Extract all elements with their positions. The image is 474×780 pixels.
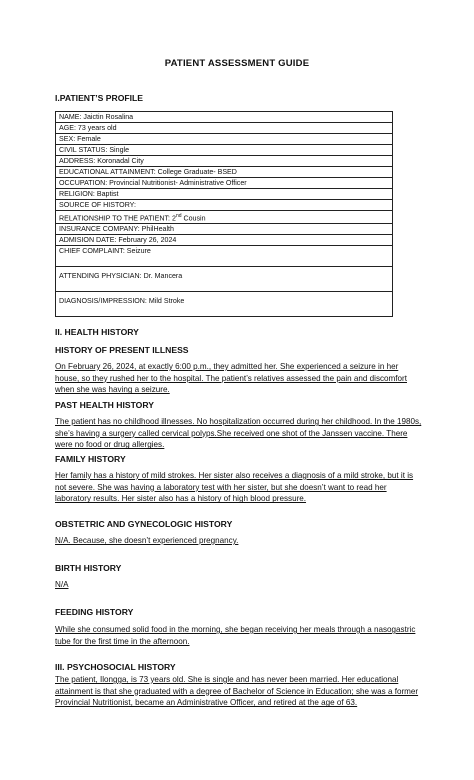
profile-row: [56, 211, 393, 224]
profile-admission-date: ADMISION DATE: February 26, 2024: [56, 235, 393, 246]
profile-source-of-history: SOURCE OF HISTORY:: [56, 200, 393, 211]
profile-row: [56, 292, 393, 317]
profile-row: [56, 167, 393, 178]
profile-row: [56, 178, 393, 189]
profile-row: [56, 123, 393, 134]
past-health-text: The patient has no childhood illnesses. No hospitalization occurred during her childhood. In the 1980s, she’s having a surgery called cervical polyps.She received one shot of the Janssen vaccine. There were no food or drug allergies.: [55, 417, 422, 450]
present-illness-text: On February 26, 2024, at exactly 6:00 p.m., they admitted her. She experienced a seizure in her house, so they rushed her to the hospital. The patient’s relatives assessed the pain and discomfort when she was having a seizure.: [55, 362, 407, 395]
patient-profile-heading: I.PATIENT’S PROFILE: [55, 93, 144, 103]
feeding-history-text: While she consumed solid food in the morning, she began receiving her meals through a nasogastric tube for the first time in the afternoon.: [55, 625, 416, 646]
profile-row: [56, 200, 393, 211]
profile-religion: RELIGION: Baptist: [56, 189, 393, 200]
profile-diagnosis: DIAGNOSIS/IMPRESSION: Mild Stroke: [56, 292, 393, 317]
profile-occupation: OCCUPATION: Provincial Nutritionist- Administrative Officer: [56, 178, 393, 189]
family-history-heading: FAMILY HISTORY: [55, 454, 126, 464]
profile-row: [56, 134, 393, 145]
psychosocial-history-text: The patient, Ilongga, is 73 years old. She is single and has never been married. Her educational attainment is that she graduated with a degree of Bachelor of Science in Education; she was a former Provincial Nutritionist, became an Administrative Officer, and retired at the age of 63.: [55, 675, 419, 708]
family-history-text: Her family has a history of mild strokes. Her sister also receives a diagnosis of a mild stroke, but it is not severe. She was having a laboratory test with her sister, but she doesn’t want to read her laboratory results. Her sister also has a history of high blood pressure.: [55, 471, 414, 504]
profile-relationship: RELATIONSHIP TO THE PATIENT: 2nd Cousin: [56, 211, 393, 224]
profile-row: [56, 112, 393, 123]
birth-history-heading: BIRTH HISTORY: [55, 563, 122, 573]
ordinal-suffix: nd: [175, 213, 182, 219]
profile-row: [56, 267, 393, 292]
profile-age: AGE: 73 years old: [56, 123, 393, 134]
patient-profile-table: [55, 111, 393, 317]
profile-chief-complaint: CHIEF COMPLAINT: Seizure: [56, 246, 393, 267]
profile-insurance: INSURANCE COMPANY: PhilHealth: [56, 224, 393, 235]
profile-row: [56, 156, 393, 167]
present-illness-heading: HISTORY OF PRESENT ILLNESS: [55, 345, 189, 355]
profile-row: [56, 189, 393, 200]
psychosocial-history-heading: III. PSYCHOSOCIAL HISTORY: [55, 662, 176, 672]
profile-row: [56, 235, 393, 246]
profile-name: NAME: Jaictin Rosalina: [56, 112, 393, 123]
profile-row: [56, 224, 393, 235]
past-health-heading: PAST HEALTH HISTORY: [55, 400, 154, 410]
profile-civil-status: CIVIL STATUS: Single: [56, 145, 393, 156]
profile-row: [56, 145, 393, 156]
document-title: PATIENT ASSESSMENT GUIDE: [164, 58, 310, 69]
profile-sex: SEX: Female: [56, 134, 393, 145]
profile-row: [56, 246, 393, 267]
feeding-history-heading: FEEDING HISTORY: [55, 607, 134, 617]
birth-history-text: N/A: [55, 580, 69, 589]
profile-attending-physician: ATTENDING PHYSICIAN: Dr. Mancera: [56, 267, 393, 292]
profile-education: EDUCATIONAL ATTAINMENT: College Graduate- BSED: [56, 167, 393, 178]
health-history-heading: II. HEALTH HISTORY: [55, 327, 139, 337]
obstetric-history-heading: OBSTETRIC AND GYNECOLOGIC HISTORY: [55, 519, 233, 529]
obstetric-history-text: N/A. Because, she doesn’t experienced pregnancy.: [55, 536, 239, 545]
profile-address: ADDRESS: Koronadal City: [56, 156, 393, 167]
